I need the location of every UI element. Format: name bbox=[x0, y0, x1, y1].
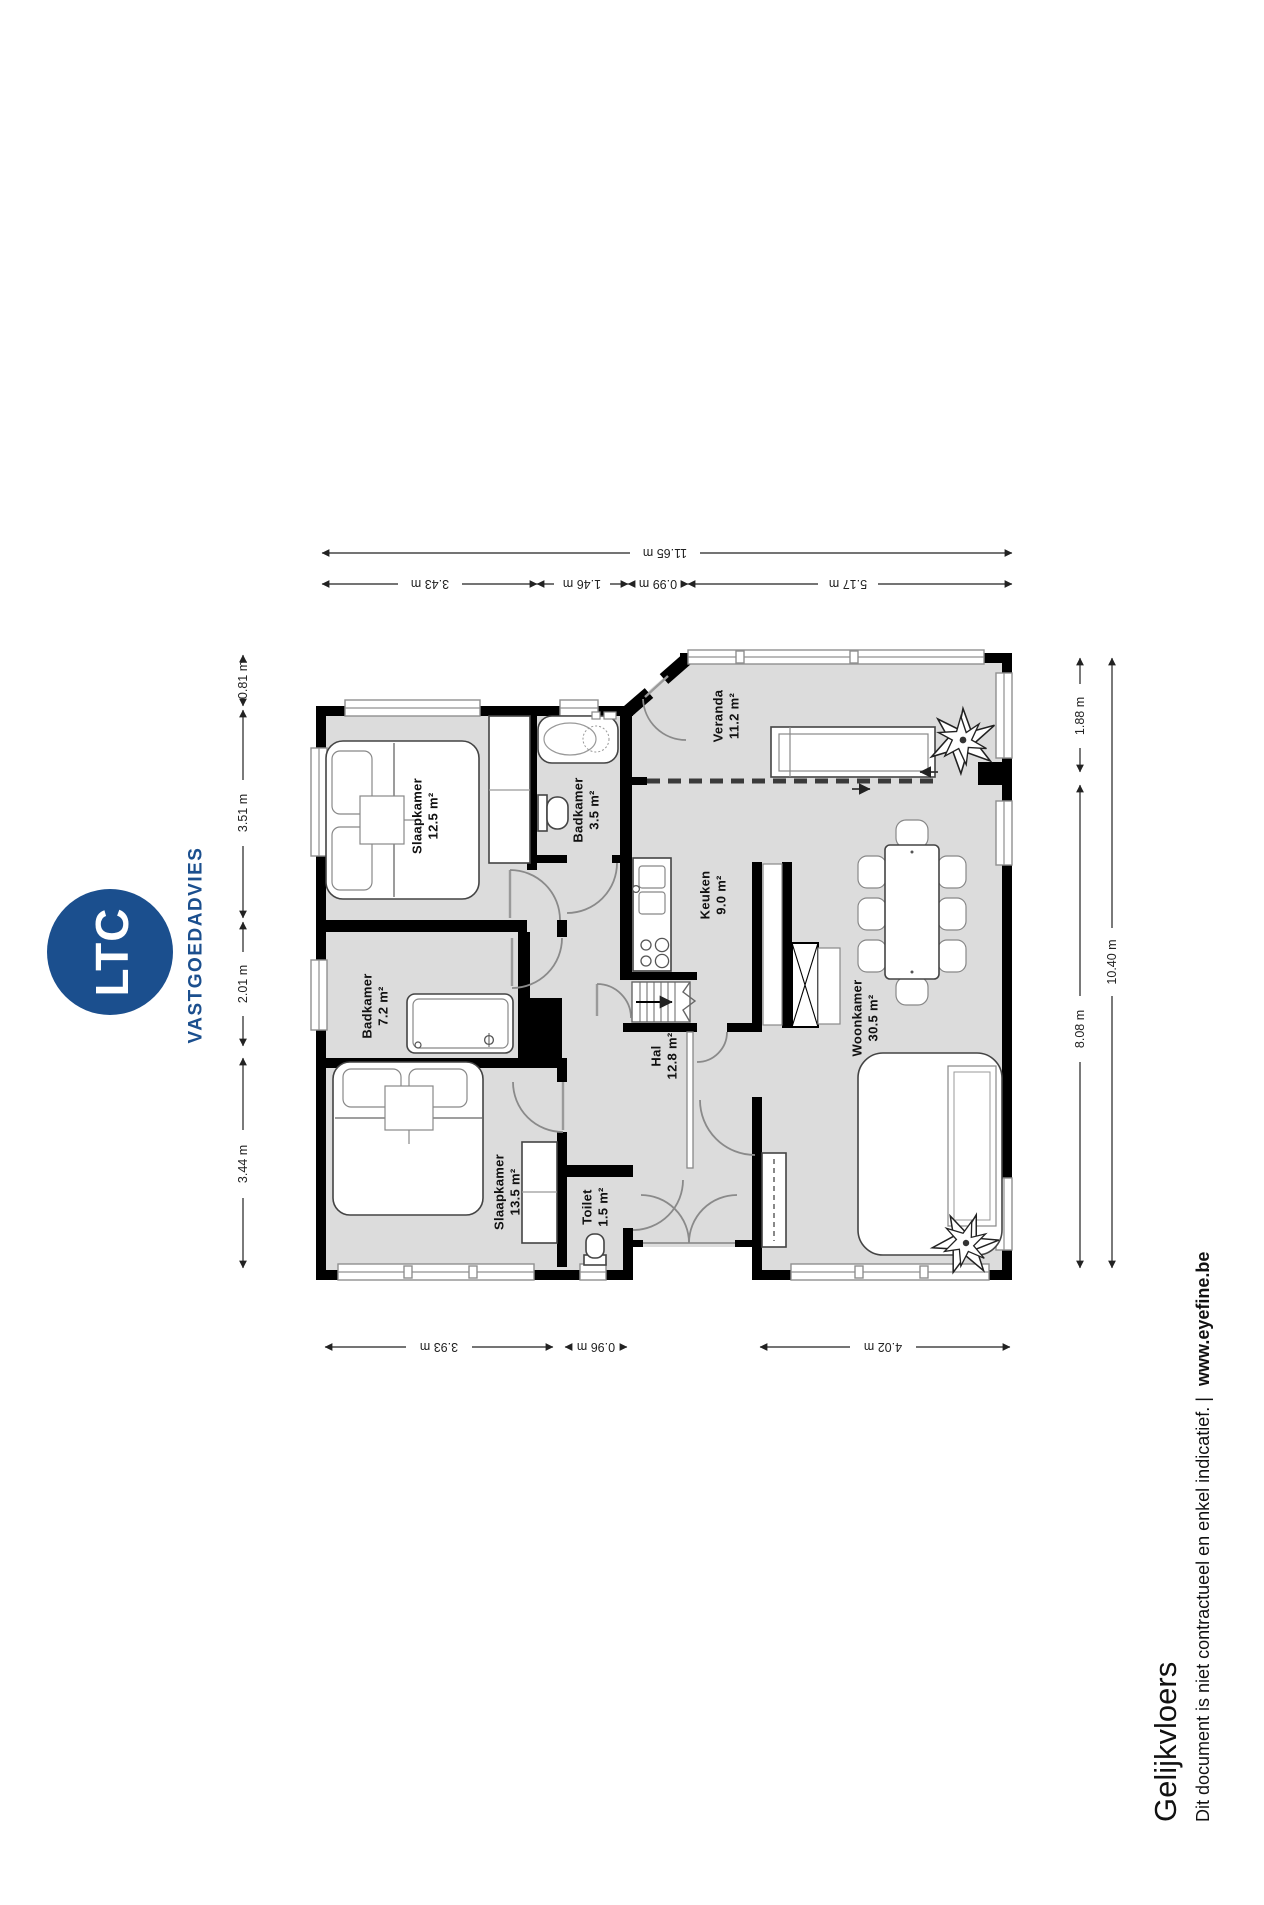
dim-bottom-3: 4.02 m bbox=[863, 1340, 903, 1354]
bathtub-badkamer-boven bbox=[538, 712, 618, 763]
dim-top-total: 11.65 m bbox=[642, 546, 688, 560]
stairs bbox=[632, 982, 695, 1022]
toilet-badkamer-boven bbox=[538, 795, 568, 831]
disclaimer-text: Dit document is niet contractueel en enkel indicatief. | bbox=[1193, 1397, 1213, 1822]
dim-right-total: 10.40 m bbox=[1105, 939, 1119, 985]
area-badkamer-links: 7.2 m² bbox=[375, 986, 391, 1026]
area-toilet: 1.5 m² bbox=[595, 1187, 611, 1227]
area-slaapkamer-1: 12.5 m² bbox=[425, 792, 441, 840]
area-veranda: 11.2 m² bbox=[726, 692, 742, 740]
ltc-logo bbox=[47, 847, 207, 1044]
shaft-cabinet bbox=[792, 943, 840, 1027]
closet-slaapkamer-2 bbox=[522, 1142, 557, 1243]
area-woonkamer: 30.5 m² bbox=[865, 994, 881, 1042]
bed-slaapkamer-1 bbox=[326, 741, 479, 899]
area-slaapkamer-2: 13.5 m² bbox=[507, 1168, 523, 1216]
label-slaapkamer-2: Slaapkamer bbox=[491, 1154, 507, 1230]
dim-right-2: 8.08 m bbox=[1073, 1009, 1087, 1049]
closet-slaapkamer-1 bbox=[489, 716, 530, 863]
radiator bbox=[762, 1153, 786, 1247]
dim-top-2: 1.46 m bbox=[562, 577, 602, 591]
hall-partition bbox=[687, 1032, 693, 1168]
tall-cabinet bbox=[763, 864, 782, 1025]
dim-top-4: 5.17 m bbox=[828, 577, 868, 591]
toilet-wc bbox=[584, 1234, 606, 1265]
label-keuken: Keuken bbox=[697, 870, 713, 920]
label-toilet: Toilet bbox=[579, 1189, 595, 1225]
label-veranda: Veranda bbox=[710, 689, 726, 743]
area-hal: 12.8 m² bbox=[664, 1032, 680, 1080]
kitchen-counter bbox=[633, 858, 671, 971]
dim-bottom-2: 0.96 m bbox=[576, 1340, 616, 1354]
label-slaapkamer-1: Slaapkamer bbox=[409, 778, 425, 854]
bed-slaapkamer-2 bbox=[333, 1062, 483, 1215]
dim-right-1: 1.88 m bbox=[1073, 696, 1087, 736]
label-hal: Hal bbox=[648, 1045, 664, 1067]
label-badkamer-links: Badkamer bbox=[359, 973, 375, 1039]
dim-left-3: 2.01 m bbox=[236, 964, 250, 1004]
website-link: www.eyefine.be bbox=[1193, 1251, 1213, 1386]
dim-left-2: 3.51 m bbox=[236, 793, 250, 833]
area-keuken: 9.0 m² bbox=[713, 875, 729, 915]
dim-top-1: 3.43 m bbox=[410, 577, 450, 591]
veranda-bench bbox=[771, 727, 935, 777]
dim-top-3: 0.99 m bbox=[638, 577, 678, 591]
bathtub-badkamer-links bbox=[407, 994, 513, 1053]
floor-title: Gelijkvloers bbox=[1148, 1661, 1183, 1822]
label-badkamer-boven: Badkamer bbox=[570, 777, 586, 843]
dim-left-1: 0.81 m bbox=[236, 660, 250, 700]
dim-left-4: 3.44 m bbox=[236, 1144, 250, 1184]
ltc-logo-text: LTC bbox=[86, 907, 138, 997]
sofa bbox=[858, 1053, 1002, 1255]
ltc-company-name: VASTGOEDADVIES bbox=[185, 846, 207, 1044]
dim-bottom-1: 3.93 m bbox=[419, 1340, 459, 1354]
label-woonkamer: Woonkamer bbox=[849, 979, 865, 1057]
area-badkamer-boven: 3.5 m² bbox=[586, 790, 602, 830]
footer bbox=[1148, 1252, 1213, 1822]
